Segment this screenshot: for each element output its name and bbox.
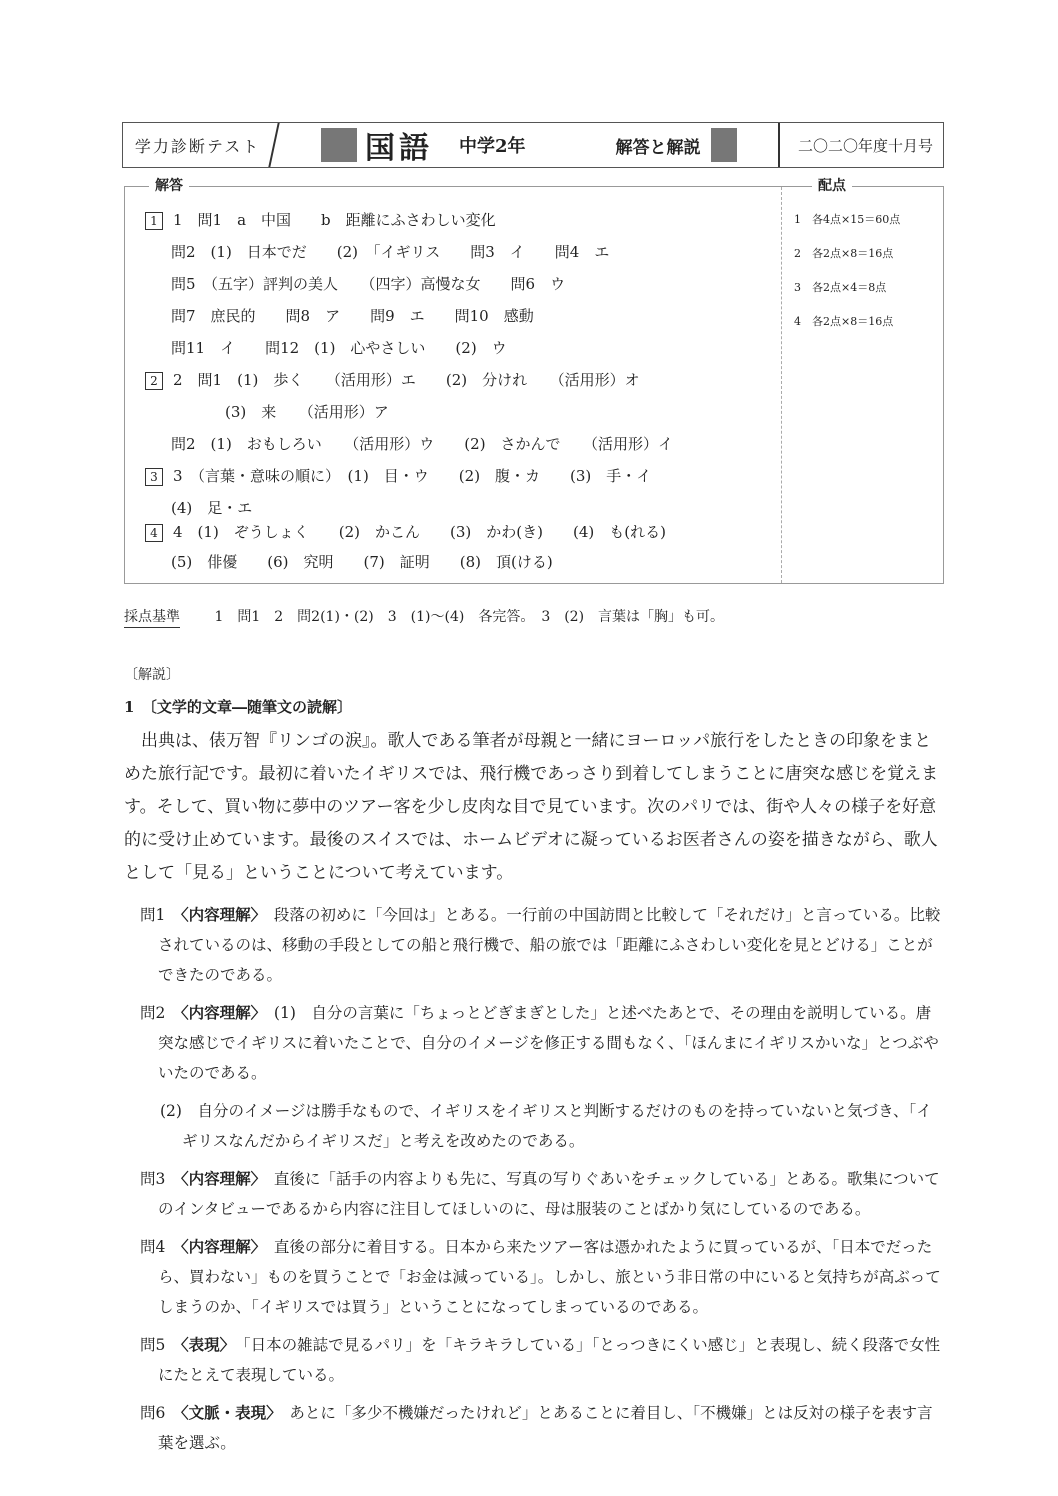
score-row: 3 各2点×4＝8点 — [794, 281, 887, 294]
score-heading: 配点 — [812, 175, 852, 195]
answer-list — [125, 178, 781, 583]
explanation — [124, 664, 946, 1466]
subject-title: 国語 — [365, 131, 433, 166]
decorative-block — [321, 128, 357, 162]
answer-row: 2 2 問1 (1) 歩く （活用形）エ (2) 分けれ （活用形）オ — [145, 369, 640, 390]
section-number-icon: 2 — [145, 372, 163, 390]
answer-row: 4 4 (1) ぞうしょく (2) かこん (3) かわ(き) (4) も(れる) — [145, 521, 666, 542]
section-number-icon: 3 — [145, 468, 163, 486]
answer-row: 1 1 問1 a 中国 b 距離にふさわしい変化 — [145, 209, 496, 230]
question-explanation: 問2 〈内容理解〉 (1) 自分の言葉に「ちょっとどぎまぎとした」と述べたあとで、その理由を説明している。唐突な感じでイギリスに着いたことで、自分のイメージを修正する間もなく、「ほんまにイギリスかいな」とつぶやいたのである。 — [140, 1003, 939, 1082]
question-explanation: (2) 自分のイメージは勝手なもので、イギリスをイギリスと判断するだけのものを持っていないと気づき、「イギリスなんだからイギリスだ」と考えを改めたのである。 — [160, 1102, 932, 1150]
answer-row: 3 3 （言葉・意味の順に） (1) 目・ウ (2) 腹・カ (3) 手・イ — [145, 465, 651, 486]
grade-label: 中学2年 — [459, 136, 526, 157]
answer-row: 問2 (1) おもしろい （活用形）ウ (2) さかんで （活用形）イ — [171, 435, 674, 453]
answers-heading: 解答 — [149, 175, 189, 195]
scoring-criteria — [124, 606, 724, 626]
answer-box — [124, 178, 944, 584]
test-name-banner — [118, 123, 279, 167]
page-header — [122, 122, 944, 168]
question-explanation: 問6 〈文脈・表現〉 あとに「多少不機嫌だったけれど」とあることに着目し、「不機嫌」とは反対の様子を表す言葉を選ぶ。 — [140, 1403, 933, 1452]
issue-date: 二〇二〇年度十月号 — [778, 123, 943, 167]
test-name: 学力診断テスト — [135, 136, 261, 156]
section-number-icon: 4 — [145, 524, 163, 542]
answer-row: (5) 俳優 (6) 究明 (7) 証明 (8) 頂(ける) — [171, 553, 553, 571]
score-row: 2 各2点×8＝16点 — [794, 247, 894, 260]
intro-paragraph: 出典は、俵万智『リンゴの涙』。歌人である筆者が母親と一緒にヨーロッパ旅行をしたときの印象をまとめた旅行記です。最初に着いたイギリスでは、飛行機であっさり到着してしまうことに唐突な感じを覚えます。そして、買い物に夢中のツアー客を少し皮肉な目で見ています。次のパリでは、街や人々の様子を好意的に受け止めています。最後のスイスでは、ホームビデオに凝っているお医者さんの姿を描きながら、歌人として「見る」ということについて考えています。 — [124, 731, 939, 883]
criteria-text: 1 問1 2 問2(1)・(2) 3 (1)〜(4) 各完答。 3 (2) 言葉は「胸」も可。 — [214, 609, 725, 625]
question-explanation: 問5 〈表現〉 「日本の雑誌で見るパリ」を「キラキラしている」「とっつきにくい感じ」と表現し、続く段落で女性にたとえて表現している。 — [140, 1335, 941, 1384]
question-explanation: 問4 〈内容理解〉 直後の部分に着目する。日本から来たツアー客は憑かれたように買っているが、「日本でだったら、買わない」ものを買うことで「お金は減っている」。しかし、旅という非日常の中にいると気持ちが高ぶってしまうのか、「イギリスでは買う」ということになってしまっているのである。 — [140, 1237, 941, 1316]
explanation-title: 〔解説〕 — [124, 667, 180, 683]
answer-row: 問2 (1) 日本でだ (2) 「イギリス 問3 イ 問4 エ — [171, 243, 610, 261]
section-number-icon: 1 — [145, 212, 163, 230]
answer-row: (4) 足・エ — [171, 499, 253, 517]
score-list — [781, 178, 944, 583]
score-row: 4 各2点×8＝16点 — [794, 315, 894, 328]
question-explanation: 問1 〈内容理解〉 段落の初めに「今回は」とある。一行前の中国訪問と比較して「それだけ」と言っている。比較されているのは、移動の手段としての船と飛行機で、船の旅では「距離にふさわしい変化を見とどける」ことができたのである。 — [140, 905, 941, 984]
section-heading: 1 〔文学的文章―随筆文の読解〕 — [124, 698, 352, 716]
score-row: 1 各4点×15＝60点 — [794, 213, 901, 226]
answer-explanation-label: 解答と解説 — [615, 137, 701, 158]
answer-row: 問5 （五字）評判の美人 （四字）高慢な女 問6 ウ — [171, 275, 566, 293]
answer-row: 問7 庶民的 問8 ア 問9 エ 問10 感動 — [171, 307, 534, 325]
answer-row: 問11 イ 問12 (1) 心やさしい (2) ウ — [171, 339, 507, 357]
question-explanation: 問3 〈内容理解〉 直後に「話手の内容よりも先に、写真の写りぐあいをチェックしている」とある。歌集についてのインタビューであるから内容に注目してほしいのに、母は服装のことばかり気にしているのである。 — [140, 1169, 940, 1218]
criteria-label: 採点基準 — [124, 609, 180, 628]
answer-row: (3) 来 （活用形）ア — [225, 403, 389, 421]
decorative-block — [711, 128, 737, 162]
